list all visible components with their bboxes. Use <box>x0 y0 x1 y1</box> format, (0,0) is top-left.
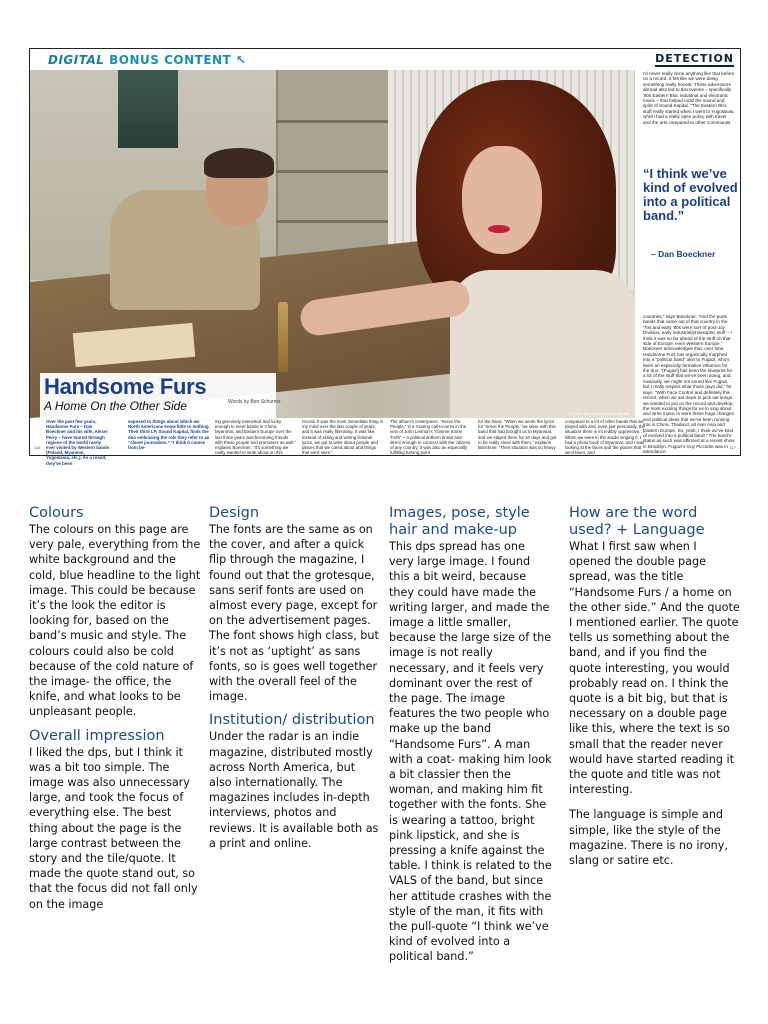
heading-words-language: How are the word used? + Language <box>569 505 705 538</box>
photo-woman-face <box>462 146 542 254</box>
article-column-2: exposed to things about which we North Americans know little to nothing. Their third LP, Sound Kapital, finds the duo embracing the role they refer to as “closet journalists.” “I think it comes from be- <box>128 419 210 451</box>
pull-quote: “I think we’ve kind of evolved into a political band.” <box>643 166 738 223</box>
header-digital: DIGITAL <box>48 53 105 67</box>
section-header <box>48 53 247 67</box>
article-column-5: The album's centerpiece, “Serve the People,” is a rousing call-to-arms in the vein of John Lennon's “Gimme Some Truth” – a political anthem broad and direct enough to connect with the citizens of any country. It was also an especially fulfilling turning point <box>390 419 471 456</box>
heading-overall-impression: Overall impression <box>29 727 165 744</box>
photo-hanging-fabric <box>118 70 178 148</box>
heading-images: Images, pose, style hair and make-up <box>389 505 530 538</box>
heading-institution: Institution/ distribution <box>209 712 375 729</box>
photo-knife <box>278 302 288 372</box>
magazine-spread <box>29 48 741 466</box>
article-subtitle: A Home On the Other Side <box>44 399 187 413</box>
essay-column-4 <box>569 505 741 868</box>
article-title: Handsome Furs <box>44 374 207 399</box>
body-design: The fonts are the same as on the cover, and after a quick flip through the magazine, I found out that the grotesque, sans serif fonts are used on almost every page, except for on the advertisement pages. The font shows high class, but it’s not as ‘uptight’ as sans fonts, so is goes well together with the overall feel of the image. <box>209 523 379 704</box>
photo-shelf-line <box>276 170 388 173</box>
photo-man-hair <box>204 148 274 178</box>
photo-shelf-line <box>276 220 388 223</box>
body-overall-impression: I liked the dps, but I think it was a bit too simple. The image was also unnecessary large, and took the focus of everything else. The best thing about the page is the large contrast between the story and the tile/quote. It made the quote stand out, so that the focus did not fall only on the image <box>29 745 198 911</box>
article-column-1: Over the past few years, Handsome Furs – Dan Boeckner and his wife, Alexei Perry – have toured through regions of the world rarely ever visited by Western bands (Poland, Myanmar, Yugoslavia, etc.). As a result, they've been <box>46 419 110 466</box>
heading-colours: Colours <box>29 505 84 521</box>
right-col-top: I'd never really done anything like that before on a record. It felt like we were doing something really honest. These adventures abroad also led to discoveries – specifically '80s Eastern Bloc industrial and electronic music – that helped mold the sound and spirit of Sound Kapital. “The Eastern Bloc stuff really started when I went to Yugoslavia, which had a really open policy with travel and the arts compared to other Communist <box>643 71 735 125</box>
article-column-6: for the band. “When we wrote the lyrics for ‘Serve the People,’ we were with this band that had brought us to Myanmar, and we stayed there for 10 days and got to be really close with them,” explains Boeckner. “Their situation was so heavy <box>478 419 557 451</box>
band-photo <box>30 70 635 418</box>
article-column-7: compared to a lot of other bands that we played with and, even just personally, the situation there is incredibly oppressive.... When we were in the studio singing it, I had a photo book of Myanmar, and I was looking at the faces and the places that we'd been, and <box>565 419 645 456</box>
cursor-icon: ↖ <box>235 53 247 67</box>
photo-shelf-line <box>276 120 388 123</box>
article-column-4: record. It was the most immediate thing in my mind over the last couple of years, and it was really liberating. It was like, instead of sitting and writing fictional lyrics, we got to write about people and places that we cared about and things that we'd seen.” <box>302 419 384 456</box>
byline: Words by Ben Schumer <box>228 399 281 405</box>
body-images: This dps spread has one very large image. I found this a bit weird, because they could have made the writing larger, and made the image a little smaller, because the large size of the image is not really necessary, and it feels very dominant over the rest of the page. The image features the two people who make up the band “Handsome Furs”. A man with a coat- making him look a bit classier then the woman, and making him fit together with the fonts. She is wearing a tattoo, bright pink lipstick, and she is pressing a knife against the table. I think is related to the VALS of the band, but since her attitude crashes with the style of the man, it fits with the pull-quote “I think we’ve kind of evolved into a political band.” <box>389 540 552 964</box>
body-colours: The colours on this page are very pale, everything from the white background and the cold, blue headline to the light image. This could be because it’s the look the editor is looking for, based on the band’s music and style. The colours could also be cold because of the cold nature of the image- the office, the knife, and what looks to be unpleasant people. <box>29 523 201 719</box>
page-number-right: 117 <box>729 445 736 450</box>
essay-column-3 <box>389 505 553 965</box>
essay-column-1 <box>29 505 201 912</box>
heading-design: Design <box>209 505 260 521</box>
title-box <box>40 373 276 418</box>
body-words-1: What I first saw when I opened the double page spread, was the title “Handsome Furs / a home on the other side.” And the quote I mentioned earlier. The quote tells us something about the band, and if you find the quote interesting, you would probably read on. I think the quote is a bit big, but that is necessary on a double page like this, where the text is so small that the reader never would have started reading it the quote and title was not interesting. <box>569 540 740 797</box>
pull-quote-attribution: – Dan Boeckner <box>651 249 716 259</box>
article-column-3: ing genuinely interested and lucky enough to meet bands in China, Myanmar, and Eastern Europe over the last three years and becoming friends with these people and promoters as well,” explains Boeckner. “It's something we really wanted to write about on this <box>215 419 297 456</box>
body-words-2: The language is simple and simple, like the style of the magazine. There is no irony, slang or satire etc. <box>569 808 728 868</box>
body-institution: Under the radar is an indie magazine, distributed mostly across North America, but also internationally. The magazines includes in-depth interviews, photos and reviews. It is available both as a print and online. <box>209 730 379 850</box>
photo-woman-lips <box>488 225 510 233</box>
right-col-bottom: countries,” says Boeckner. “And the punk bands that came out of that country in the '70s and early '80s were sort of post-Joy Division, early industrial/philosophic stuff – I think it was so far ahead of the stuff on that side of Europe, even Western Europe.” Boeckner acknowledges that, over time, Handsome Furs has organically morphed into a “political band” akin to Fugazi, who's been an especially formative influence for the duo. “[Fugazi] has been the blueprint for a lot of the stuff that we've been doing, and, musically, we might not sound like Fugazi, but I really respect what those guys did,” he says. “With Face Control and definitely this record, when we sat down to pick out songs we wanted to put on the record and develop, the most exciting things for us to sing about and write music to were these huge changes and political ideas that we've been running into in China, Thailand, all over Asia and Eastern Europe. So, yeah, I think we've kind of evolved into a political band.” The band's status as such was affirmed at a recent show in Brooklyn: Fugazi's Guy Picciotto was in attendance. <box>643 314 735 455</box>
photo-woman-body <box>450 270 635 418</box>
essay-column-2 <box>209 505 379 851</box>
photo-credit: © 2011 Ben Schumer/Vice Media <box>570 411 629 416</box>
section-label-right: DETECTION <box>655 52 734 65</box>
page-number-left: 116 <box>34 445 41 450</box>
header-bonus-content: BONUS CONTENT <box>109 53 232 67</box>
